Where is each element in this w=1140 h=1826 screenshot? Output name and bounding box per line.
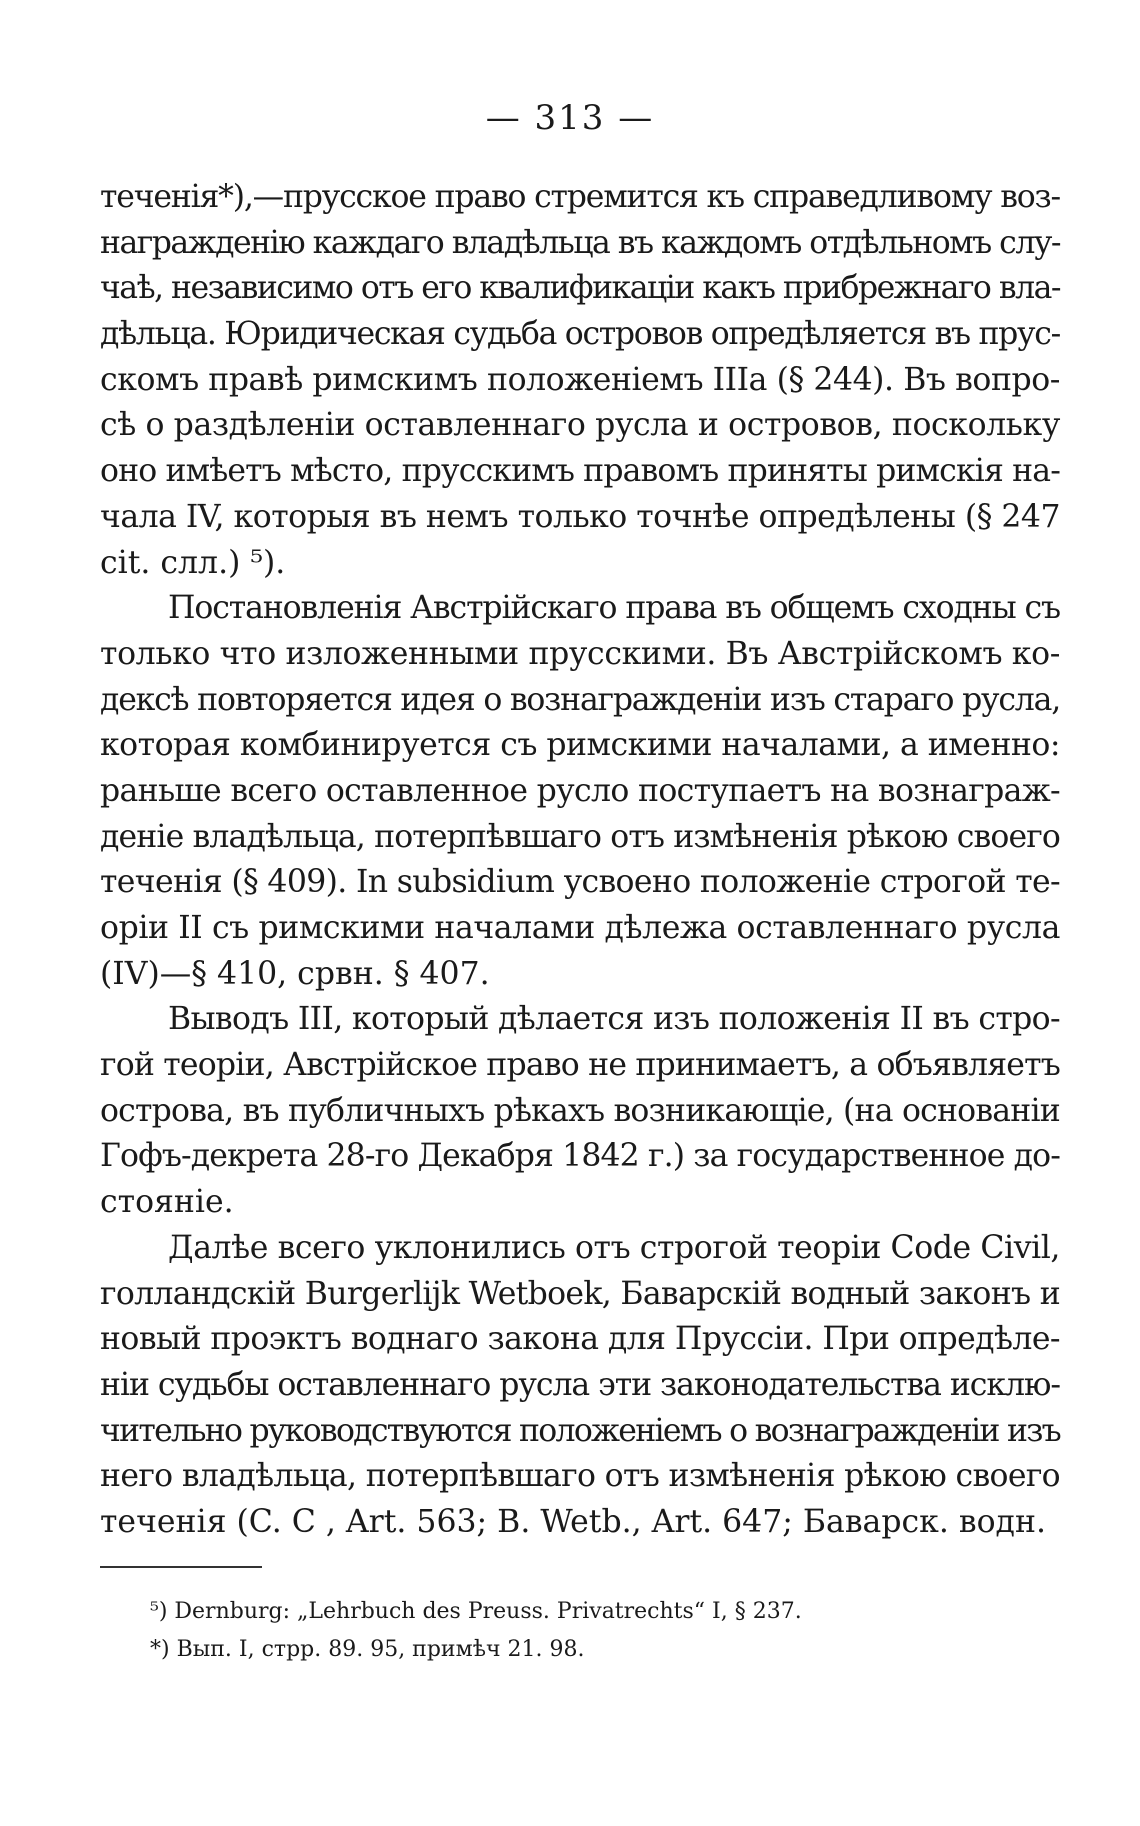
text-line: награжденію каждаго владѣльца въ каждомъ отдѣльномъ слу- [100,224,1060,261]
footnotes [150,1593,1030,1669]
text-line: чаѣ, независимо отъ его квалификаціи какъ прибрежнаго вла- [100,270,1060,307]
text-line: чительно руководствуются положеніемъ о вознагражденіи изъ [100,1412,1060,1449]
text-line: него владѣльца, потерпѣвшаго отъ измѣненія рѣкою своего [100,1458,1060,1495]
footnote-separator [100,1566,262,1568]
text-line: теченія*),—прусское право стремится къ справедливому воз- [100,179,1060,215]
body-text [100,175,1060,1546]
text-line: скомъ правѣ римскимъ положеніемъ IIIa (§ 244). Въ вопро- [100,361,1060,398]
text-line: острова, въ публичныхъ рѣкахъ возникающіе, (на основаніи [100,1092,1060,1129]
text-line: дексѣ повторяется идея о вознагражденіи изъ стараго русла, [100,681,1060,718]
page-number: — 313 — [485,98,655,138]
text-line: дѣльца. Юридическая судьба островов опредѣляется въ прус- [100,316,1060,353]
text-line: новый проэктъ воднаго закона для Пруссіи. При опредѣле- [100,1321,1060,1358]
text-line: которая комбинируется съ римскими началами, а именно: [100,727,1060,764]
footnote: ⁵) Dernburg: „Lehrbuch des Preuss. Privatrechts“ I, § 237. [150,1599,802,1624]
footnote: *) Вып. I, стрр. 89. 95, примѣч 21. 98. [150,1637,585,1662]
text-line: гой теоріи, Австрійское право не принимаетъ, а объявляетъ [100,1047,1060,1084]
paragraph-first-line: Постановленія Австрійскаго права въ общемъ сходны съ [168,590,1060,627]
text-line: теченія (§ 409). In subsidium усвоено положеніе строгой те- [100,864,1060,901]
paragraph-first-line: Выводъ III, который дѣлается изъ положенія II въ стро- [168,1001,1060,1038]
text-line: оріи II съ римскими началами дѣлежа оставленнаго русла [100,910,1060,946]
text-line: оно имѣетъ мѣсто, прусскимъ правомъ приняты римскія на- [100,453,1060,490]
text-line: деніе владѣльца, потерпѣвшаго отъ измѣненія рѣкою своего [100,818,1060,855]
text-line: раньше всего оставленное русло поступаетъ на вознаграж- [100,772,1060,809]
text-line: (IV)—§ 410, срвн. § 407. [100,955,490,992]
text-line: cit. слл.) ⁵). [100,544,286,581]
text-line: теченія (C. C , Art. 563; B. Wetb., Art. 647; Баварск. водн. [100,1503,1046,1540]
text-line: Гофъ-декрета 28-го Декабря 1842 г.) за государственное до- [100,1138,1060,1175]
text-line: чала IV, которыя въ немъ только точнѣе опредѣлены (§ 247 [100,498,1060,535]
text-line: голландскій Burgerlijk Wetboek, Баварскій водный законъ и [100,1275,1060,1312]
text-line: сѣ о раздѣленіи оставленнаго русла и островов, поскольку [100,407,1060,444]
text-line: ніи судьбы оставленнаго русла эти законодательства исклю- [100,1366,1060,1403]
text-line: только что изложенными прусскими. Въ Австрійскомъ ко- [100,635,1060,672]
paragraph-first-line: Далѣе всего уклонились отъ строгой теоріи Code Civil, [168,1229,1060,1266]
text-line: стояніе. [100,1184,234,1221]
